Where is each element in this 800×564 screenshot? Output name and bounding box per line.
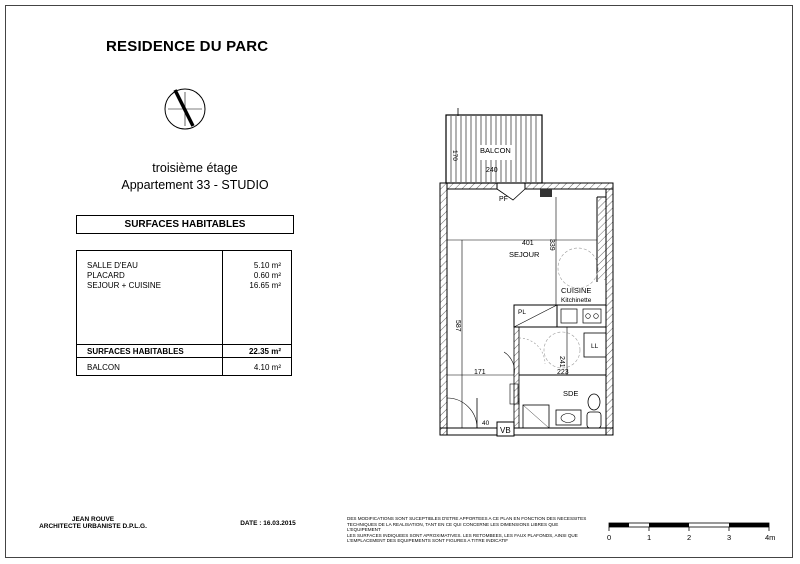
- dim-label: 40: [482, 420, 490, 427]
- balcony-value: 4.10 m²: [253, 363, 281, 372]
- room-label-cuisine: CUISINE: [561, 286, 592, 295]
- row-value: 0.60 m²: [253, 271, 281, 280]
- toilet-icon: [587, 412, 601, 428]
- balcony-label: BALCON: [87, 363, 120, 372]
- dim-label: 241: [558, 356, 565, 368]
- row-label: SALLE D'EAU: [87, 261, 138, 270]
- floor-label: troisième étage: [152, 161, 238, 175]
- dim-label: 339: [548, 239, 555, 251]
- disclaimer-notes: [347, 516, 592, 544]
- dim-label: 240: [486, 167, 498, 174]
- window-label: PF: [499, 196, 508, 203]
- balcony-label: BALCON: [480, 146, 511, 155]
- laundry-label: LL: [591, 343, 599, 350]
- disclaimer-1: DES MODIFICATIONS SONT SUCEPTIBLES D'ETRE APPORTEES A CE PLAN EN FONCTION DES NECESSITES TECHNIQUES DE LA REALISATION, TANT EN CE QUI CONCERNE LES DIMENSIONS LIBRES QUE L'EQUIPEMENT: [347, 516, 587, 533]
- scale-tick: 3: [727, 533, 732, 542]
- scale-tick: 4m: [765, 533, 776, 542]
- sink-icon: [561, 309, 577, 323]
- disclaimer-2: LES SURFACES INDIQUEES SONT APROXIMATIVES. LES RETOMBEES, LES FAUX PLAFONDS, AINSI QUE L'EMPLACEMENT DES EQUIPEMENTS SONT FIGURES A TITRE INDICATIF: [347, 532, 578, 544]
- total-label: SURFACES HABITABLES: [87, 347, 184, 356]
- dim-label: 401: [522, 240, 534, 247]
- surfaces-header: SURFACES HABITABLES: [76, 215, 294, 234]
- closet-label: PL: [518, 309, 526, 316]
- row-value: 16.65 m²: [249, 281, 281, 290]
- scale-tick: 0: [607, 533, 612, 542]
- page-title: RESIDENCE DU PARC: [106, 38, 269, 55]
- apartment-label: Appartement 33 - STUDIO: [121, 178, 269, 192]
- scale-bar: [603, 520, 783, 544]
- room-label-sde: SDE: [563, 389, 579, 398]
- dim-label: 171: [474, 369, 486, 376]
- dim-label: 170: [451, 150, 458, 161]
- scale-tick: 1: [647, 533, 652, 542]
- row-value: 5.10 m²: [253, 261, 281, 270]
- dim-label: 223: [557, 369, 569, 376]
- architect-name: JEAN ROUVE: [71, 516, 115, 523]
- scale-tick: 2: [687, 533, 692, 542]
- row-label: SEJOUR + CUISINE: [87, 281, 162, 290]
- room-label-sejour: SEJOUR: [509, 250, 540, 259]
- kitchenette-label: Kitchinette: [561, 297, 592, 304]
- date-label: DATE : 16.03.2015: [240, 520, 296, 527]
- total-value: 22.35 m²: [248, 347, 281, 356]
- vb-label: VB: [500, 426, 511, 435]
- dim-label: 587: [454, 320, 461, 332]
- row-label: PLACARD: [87, 271, 125, 280]
- architect-title: ARCHITECTE URBANISTE D.P.L.G.: [39, 523, 147, 530]
